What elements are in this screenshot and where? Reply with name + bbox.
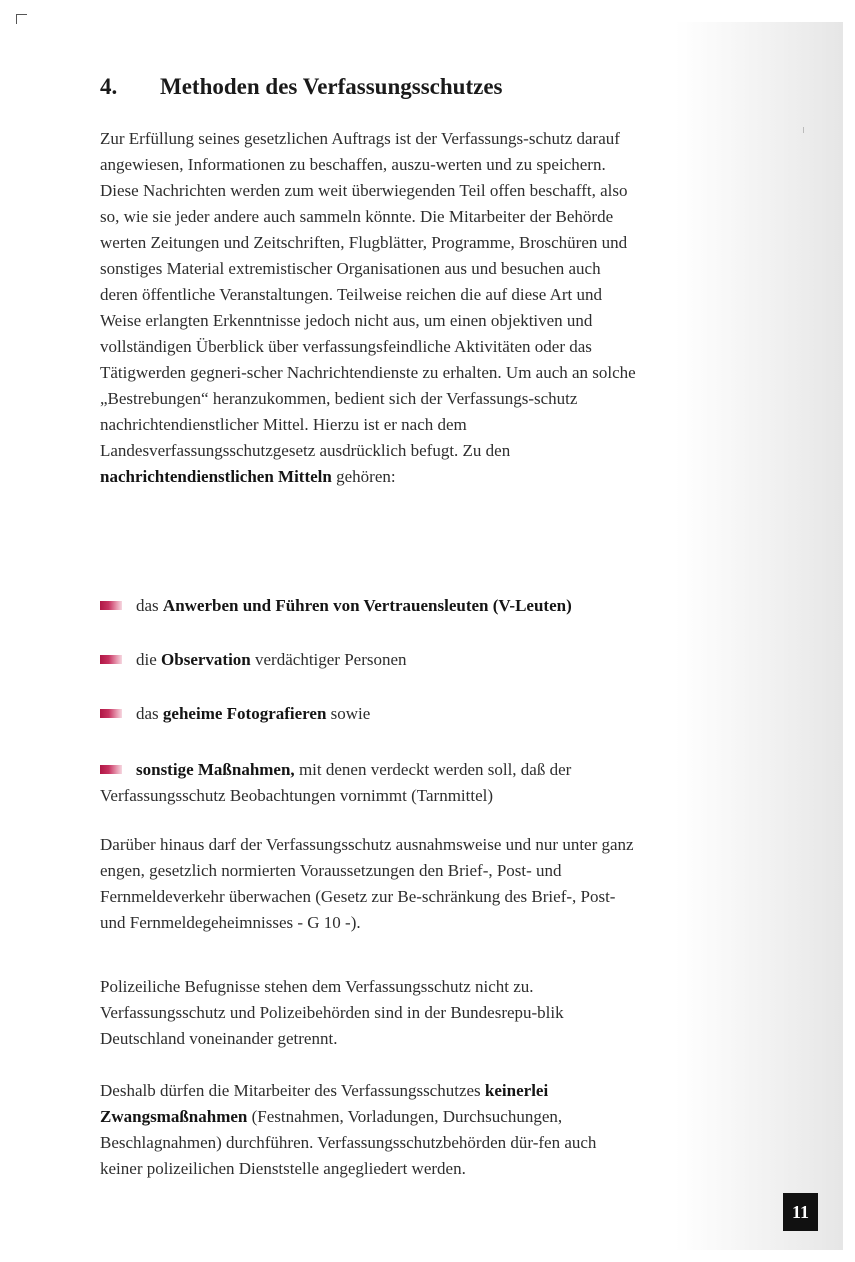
- bullet-after: verdächtiger Personen: [250, 650, 407, 669]
- bullet-after: sowie: [326, 704, 371, 723]
- section-number: 4.: [100, 74, 118, 99]
- bullet-item: [100, 593, 640, 619]
- bullet-before: die: [136, 650, 162, 669]
- intro-tail: gehören:: [331, 467, 396, 486]
- bullet-item: [100, 701, 640, 727]
- section-heading: [100, 74, 502, 100]
- bullet-bold: geheime Fotografieren: [162, 704, 327, 723]
- bullet-item: [100, 647, 640, 673]
- bullet-bold: Anwerben und Führen von Vertrauensleuten (V-Leuten): [162, 596, 572, 615]
- bullet-item: [100, 757, 640, 809]
- section-title: Methoden des Verfassungsschutzes: [160, 74, 503, 99]
- coercion-bold-term: keinerlei Zwangsmaßnahmen: [100, 1081, 549, 1126]
- coercion-after: (Festnahmen, Vorladungen, Durchsuchungen, Beschlagnahmen) durchführen. Verfassungsschutzbehörden dür-fen auch keiner polizeilichen Dienststelle angegliedert werden.: [100, 1107, 597, 1178]
- crop-mark: [16, 14, 27, 24]
- bullet-marker-icon: [100, 709, 122, 718]
- bullet-marker-icon: [100, 765, 122, 774]
- police-powers-paragraph: Polizeiliche Befugnisse stehen dem Verfassungsschutz nicht zu. Verfassungsschutz und Polizeibehörden sind in der Bundesrepu-blik Deutschland voneinander getrennt.: [100, 977, 564, 1048]
- bullet-before: das: [136, 596, 163, 615]
- margin-shade: [675, 22, 843, 1250]
- bullet-marker-icon: [100, 655, 122, 664]
- bullet-after: mit denen verdeckt werden soll, daß der Verfassungsschutz Beobachtungen vornimmt (Tarnmittel): [100, 760, 572, 805]
- mail-surveillance-paragraph: Darüber hinaus darf der Verfassungsschutz ausnahmsweise und nur unter ganz engen, gesetzlich normierten Voraussetzungen den Brief-, Post- und Fernmeldeverkehr überwachen (Gesetz zur Be-schränkung des Brief-, Post- und Fernmeldegeheimnisses - G 10 -).: [100, 835, 634, 932]
- bullet-marker-icon: [100, 601, 122, 610]
- coercion-paragraph: [100, 1078, 640, 1182]
- bullet-bold: Observation: [161, 650, 251, 669]
- coercion-before: Deshalb dürfen die Mitarbeiter des Verfassungsschutzes: [100, 1081, 485, 1100]
- margin-tick: [803, 127, 804, 133]
- bullet-bold: sonstige Maßnahmen,: [136, 760, 295, 779]
- intro-paragraph: [100, 126, 640, 490]
- intro-bold-term: nachrichtendienstlichen Mitteln: [100, 467, 332, 486]
- page-number: 11: [783, 1193, 818, 1231]
- intro-text: Zur Erfüllung seines gesetzlichen Auftrags ist der Verfassungs-schutz darauf angewiesen, Informationen zu beschaffen, auszu-werten und zu speichern. Diese Nachrichten werden zum weit überwiegenden Teil offen beschafft, also so, wie sie jeder andere auch sammeln könnte. Die Mitarbeiter der Behörde werten Zeitungen und Zeitschriften, Flugblätter, Programme, Broschüren und sonstiges Material extremistischer Organisationen aus und besuchen auch deren öffentliche Veranstaltungen. Teilweise reichen die auf diese Art und Weise erlangten Erkenntnisse jedoch nicht aus, um einen objektiven und vollständigen Überblick über verfassungsfeindliche Aktivitäten oder das Tätigwerden gegneri-scher Nachrichtendienste zu erhalten. Um auch an solche „Bestrebungen“ heranzukommen, bedient sich der Verfassungs-schutz nachrichtendienstlicher Mittel. Hierzu ist er nach dem Landesverfassungsschutzgesetz ausdrücklich befugt. Zu den: [100, 129, 636, 460]
- bullet-before: das: [136, 704, 163, 723]
